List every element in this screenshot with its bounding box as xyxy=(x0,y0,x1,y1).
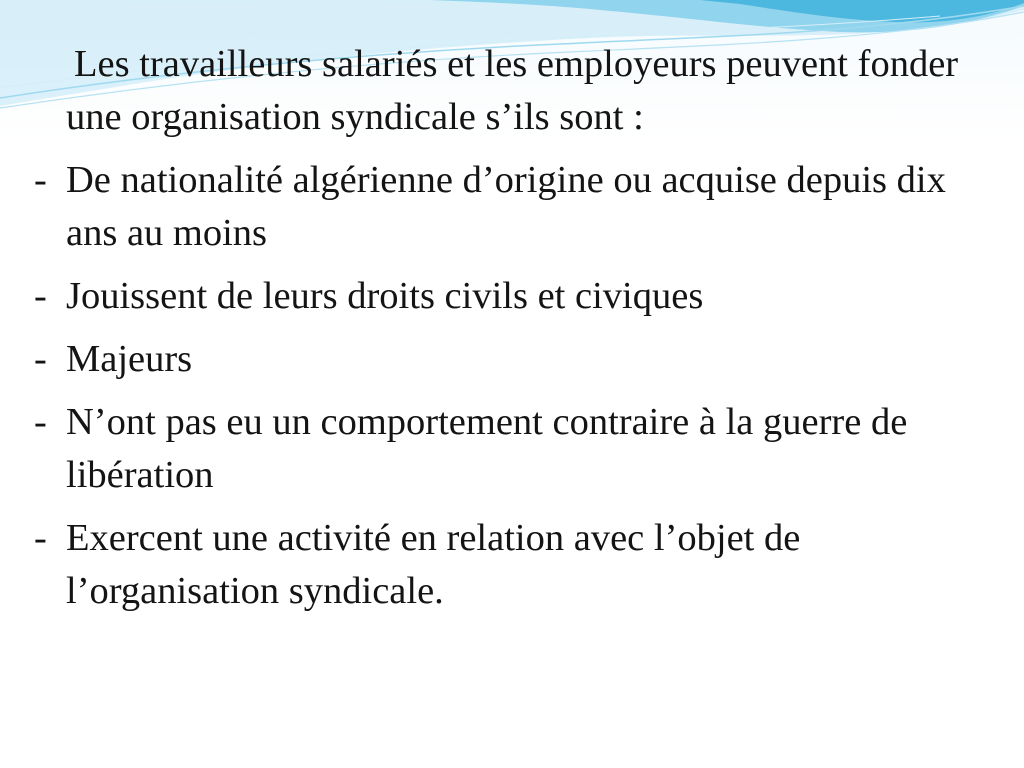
condition-text: N’ont pas eu un comportement contraire à la guerre de libération xyxy=(66,401,908,496)
condition-text: De nationalité algérienne d’origine ou acquise depuis dix ans au moins xyxy=(66,159,946,254)
slide-body xyxy=(0,38,1024,618)
condition-text: Exercent une activité en relation avec l’objet de l’organisation syndicale. xyxy=(66,517,801,612)
condition-item xyxy=(0,333,1024,386)
bullet-dash: - xyxy=(34,275,47,317)
bullet-dash: - xyxy=(34,159,47,201)
bullet-dash: - xyxy=(34,517,47,559)
bullet-dash: - xyxy=(34,338,47,380)
condition-item xyxy=(0,270,1024,323)
condition-item xyxy=(0,396,1024,502)
condition-text: Jouissent de leurs droits civils et civiques xyxy=(66,275,704,317)
intro-paragraph: Les travailleurs salariés et les employeurs peuvent fonder une organisation syndicale s’ils sont : xyxy=(66,43,959,138)
condition-item xyxy=(0,154,1024,260)
condition-item xyxy=(0,512,1024,618)
condition-text: Majeurs xyxy=(66,338,193,380)
bullet-dash: - xyxy=(34,401,47,443)
